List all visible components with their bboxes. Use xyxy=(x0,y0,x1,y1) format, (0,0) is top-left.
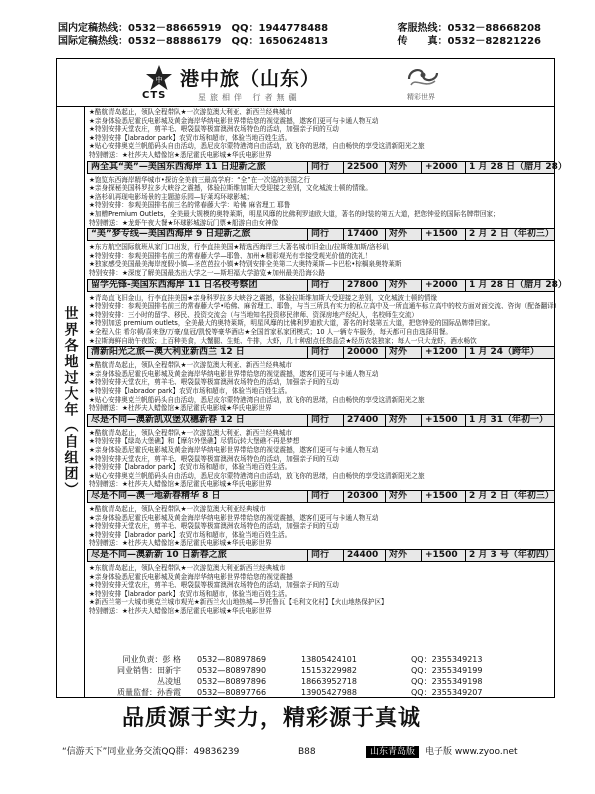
tour-feature-line: 特别赠送：★杜莎夫人蜡像馆★悉尼霍氏电影城★华氏电影世界 xyxy=(89,539,272,548)
tour-feature-line: 特别安排：★深度了解美国最杰出大学之一—斯坦福大学游览★加州最美沿海公路 xyxy=(89,269,326,277)
tour-title: 清新阳光之旅—澳大利亚新西兰 12 日 xyxy=(88,347,308,358)
tour-feature-line: ★特别安排：参观美国排名前三的常春藤大学—耶鲁、加州★精彩观光有幸接受观光价值的洗礼！ xyxy=(89,251,372,260)
contact-qq: QQ：2355349213 xyxy=(411,655,483,664)
peer-price: 20000 xyxy=(344,347,386,358)
brand-slogan: 星旅相伴 行者無疆 xyxy=(198,93,301,102)
tour-feature-line: ★酷航青岛起止，领队全程带队★一次游览澳大利亚、新西兰经典城市 xyxy=(89,108,293,116)
tour-feature-line: ★特别安排【绿岛大堡礁】和【摩尔外堡礁】尽情玩转大堡礁不再是梦想 xyxy=(89,437,300,446)
contact-mobile: 18663952718 xyxy=(301,677,357,686)
tour-header xyxy=(87,414,555,427)
tour-feature-line: ★特别安排：参观美国排名前三的常春藤大学•哈佛、麻省理工、耶鲁，与当三所具有实力的私立高中及一所直通车标立高中的校方面对面交流、咨询（配备翻译） xyxy=(89,302,561,311)
peer-label: 同行 xyxy=(308,347,344,358)
markup: +1500 xyxy=(422,415,466,426)
departure-date: 1 月 28 日（腊月 28） xyxy=(469,279,567,290)
tour-feature-line: 特别赠送：★杜莎夫人蜡像馆★悉尼霍氏电影城★华氏电影世界 xyxy=(89,404,272,413)
contact-row xyxy=(93,666,483,676)
peer-price: 27800 xyxy=(344,280,386,291)
contact-phone: 0532—80897896 xyxy=(197,677,267,686)
tour-title: 尽是不同—澳新凯双堡双穗新春 12 日 xyxy=(88,415,308,426)
hotline-bar xyxy=(58,22,541,48)
departure-date: 2 月 3 号（年初四） xyxy=(469,550,554,560)
tour-feature-line: ★新西兰第一大城市奥克兰城市观光★新西兰火山地热城—罗托鲁瓦【毛利文化村】【火山地热保护区】 xyxy=(89,598,388,607)
peer-label: 同行 xyxy=(308,229,344,240)
tour-feature-line: ★加赠Premium Outlets，全美最大规模的奥特莱斯，明星风靡的比佛利罗迪欧大道，著名的时装的第五大道，把您钟爱的国际名牌带回家； xyxy=(89,210,500,218)
peer-label: 同行 xyxy=(308,491,344,502)
tour-feature-line: ★亲身体验悉尼霍氏电影城及黄金海岸华纳电影世界带给您的视觉震撼，遨客们更可与卡通人物互动 xyxy=(89,513,379,522)
contact-mobile: 13805424101 xyxy=(301,655,357,664)
peer-label: 同行 xyxy=(308,550,344,561)
qq-group: “信游天下”同业业务交流QQ群：49836239 xyxy=(62,747,240,757)
brand-name: 港中旅（山东） xyxy=(180,68,321,90)
side-label: 世界各地过大年（自组团） xyxy=(62,306,79,498)
tour-header xyxy=(87,549,555,562)
peer-price: 27400 xyxy=(344,415,386,426)
departure-date: 1 月 24（跨年） xyxy=(469,347,540,358)
side-column xyxy=(57,107,85,697)
international-hotline: 国际定稿热线：0532－88886179 QQ：1650624813 xyxy=(58,36,329,47)
domestic-hotline: 国内定稿热线：0532－88665919 QQ：1944778488 xyxy=(58,23,329,34)
brochure-frame xyxy=(56,58,567,698)
tour-feature-line: ★饱览东西海岸精华城市•探访全美前三最高学府：“全”在一次巡的美国之行 xyxy=(89,175,311,184)
tour-feature-line: ★亲身体验悉尼霍氏电影城及黄金海岸华纳电影世界带给您的视觉震撼，遨客们更可与卡通人物互动 xyxy=(89,116,379,125)
fax-number: 传 真：0532－82821226 xyxy=(397,36,541,47)
tour-title: “美”梦专线—美国西海岸 9 日迎新之旅 xyxy=(88,229,308,240)
tour-listing xyxy=(85,107,567,697)
customer-service-hotline: 客服热线：0532－88668208 xyxy=(397,23,541,34)
contact-role: 质量监督：孙香霞 xyxy=(117,688,181,697)
cts-star-logo-icon xyxy=(145,65,173,91)
page-number: B88 xyxy=(298,747,316,757)
edition-badge: 山东青岛版 xyxy=(366,746,419,758)
contact-phone: 0532—80897869 xyxy=(197,655,267,664)
contact-phone: 0532—80897890 xyxy=(197,666,267,675)
tour-header xyxy=(87,161,567,174)
peer-price: 20300 xyxy=(344,491,386,502)
edition-site: 电子版 www.zyoo.net xyxy=(425,747,518,757)
tour-header xyxy=(87,346,555,359)
tour-feature-line: ★特别安排【labrador park】农贸市场和超市，体验当地百姓生活。 xyxy=(89,387,292,395)
contact-row xyxy=(93,688,483,698)
tour-feature-line: ★亲身探秘美国科罗拉多大峡谷之震撼，体验拉斯维加斯大受迎接之差别，文化城波士顿的情缘。 xyxy=(89,184,372,193)
external-label: 对外 xyxy=(386,491,422,502)
tour-feature-line: ★酷航青岛起止，领队全程带队★一次游览澳大利亚、新西兰经典城市 xyxy=(89,361,293,370)
tour-title: 留学先锋-美国东西海岸 11 日名校考察团 xyxy=(88,280,308,291)
tour-feature-line: ★亲身体验悉尼霍氏电影城及黄金海岸华纳电影世界带给您的视觉震撼 xyxy=(89,572,293,581)
peer-price: 22500 xyxy=(344,162,386,173)
markup: +1200 xyxy=(422,347,466,358)
markup: +1500 xyxy=(422,550,466,561)
external-label: 对外 xyxy=(386,162,422,173)
contact-role: 同业销售：田新宇 xyxy=(117,666,181,675)
departure-date: 1 月 31（年初一） xyxy=(469,414,549,425)
svg-text:中: 中 xyxy=(155,76,163,84)
tour-feature-line: ★东方航空国际航班从家门口出发，行李直挂美国★精选西海岸三大著名城市旧金山/拉斯维加斯/洛杉矶 xyxy=(89,243,389,252)
tour-feature-line: ★酷航青岛起止，领队全程带队★一次游览澳大利亚经典城市 xyxy=(89,505,266,513)
contact-qq: QQ：2355349198 xyxy=(411,677,483,686)
peer-label: 同行 xyxy=(308,415,344,426)
quality-slogan: 品质源于实力，精彩源于真诚 xyxy=(122,706,422,731)
tour-feature-line: ★亲身体验悉尼霍氏电影城及黄金海岸华纳电影世界带给您的视觉震撼，遨客们更可与卡通人物互动 xyxy=(89,369,379,378)
tour-title: 尽是不同—澳新新 10 日新春之旅 xyxy=(88,550,308,561)
departure-date: 1 月 28 日（腊月 28） xyxy=(469,161,567,172)
tour-feature-line: 特别赠送：★龙虾午夜大餐★环球影城游玩门票★船游自由女神像 xyxy=(89,218,279,227)
cts-logo-text: CTS xyxy=(142,90,167,101)
tour-feature-line: ★特别安排【labrador park】农贸市场和超市，体验当地百姓生活。 xyxy=(89,133,292,142)
tour-feature-line: ★拉斯海鲜自助午夜饭；上百种美食，大蟹腿、生蚝、牛排，大虾，几十种甜点任您品尝★经历农装独家；每人一只大龙虾，酒水畅饮 xyxy=(89,336,477,345)
tour-feature-line: ★贴心安排奥克兰帆船码头自由活动，悉尼皮尔蒙特港湾自由活动，放飞你的思绪，自由畅快的享受这清新阳光之旅 xyxy=(89,395,425,404)
tour-feature-line: ★特别安排【labrador park】农贸市场和超市，体验当地百姓生活。 xyxy=(89,463,292,472)
tour-feature-line: ★洛杉矶再现电影场景的主题游乐园—好莱坞环球影城； xyxy=(89,192,254,201)
peer-label: 同行 xyxy=(308,280,344,291)
tour-feature-line: ★特别安排【labrador park】农贸市场和超市，体验当地百姓生活。 xyxy=(89,530,292,539)
tour-feature-line: ★特别安排：三小时的留学、移民、投资交流会（与当地知名投资移民律师、资深房地产经纪人，名校师生交流） xyxy=(89,310,419,319)
page-footer xyxy=(62,746,544,758)
markup: +2000 xyxy=(422,280,466,291)
contact-phone: 0532—80897766 xyxy=(197,688,267,697)
tour-header xyxy=(87,490,555,503)
tour-feature-line: ★特别安排天堂农庄，剪羊毛、喂袋鼠等极富澳洲农场特色的活动，加强亲子间的互动 xyxy=(89,522,339,531)
contact-row xyxy=(93,677,483,687)
tour-feature-line: ★亲身体验悉尼霍氏电影城及黄金海岸华纳电影世界带给您的视觉震撼，遨客们更可与卡通人物互动 xyxy=(89,446,379,454)
tour-feature-line: 特别赠送：★杜莎夫人蜡像馆★悉尼霍氏电影城★华氏电影世界 xyxy=(89,607,272,615)
tour-feature-line: ★特别安排天堂农庄，剪羊毛、喂袋鼠等极富澳洲农场特色的活动，加强亲子间的互动 xyxy=(89,125,339,134)
external-label: 对外 xyxy=(386,280,422,291)
tour-feature-line: 特别赠送：★杜莎夫人蜡像馆★悉尼霍氏电影城★华氏电影世界 xyxy=(89,151,272,159)
partner-logo-text: 精彩世界 xyxy=(407,93,435,101)
tour-feature-line: ★特别加送 premium outlets，全美最大的奥特莱斯，明星风靡的比佛利罗迪欧大道，著名的时装第五大道，把您钟爱的国际品牌带回家。 xyxy=(89,319,495,328)
tour-feature-line: ★全程入住 希尔顿/喜来登/万豪/皇冠/凯悦等豪华酒店★全国首家私家团模式；10 人一辆专车服务，每天都可自由选择用餐。 xyxy=(89,328,452,336)
contact-mobile: 13905427988 xyxy=(301,688,357,697)
tour-feature-line: 特别赠送：★杜莎夫人蜡像馆★悉尼霍氏电影城★华氏电影世界 xyxy=(89,480,272,489)
tour-feature-line: ★独家感受美国最美海岸度假小镇—圣芭芭拉小镇★特别安排全美第二大奥特莱斯—卡巴松•棕榈泉奥特莱斯 xyxy=(89,260,402,269)
tour-feature-line: ★特别安排：参观美国排名前三名的常春藤大学：哈佛 麻省理工 耶鲁 xyxy=(89,201,291,210)
departure-date: 2 月 2 日（年初三） xyxy=(469,229,554,240)
contact-qq: QQ：2355349207 xyxy=(411,688,483,697)
tour-feature-line: ★特别安排天堂农庄，剪羊毛、喂袋鼠等极富澳洲农场特色的活动，加强亲子间的互动 xyxy=(89,378,339,387)
external-label: 对外 xyxy=(386,229,422,240)
tour-feature-line: ★贴心安排奥克兰帆船码头自由活动，悉尼皮尔蒙特港湾自由活动，放飞你的思绪，自由畅快的享受这清新阳光之旅 xyxy=(89,142,425,151)
peer-price: 24400 xyxy=(344,550,386,561)
peer-price: 17400 xyxy=(344,229,386,240)
tour-title: 两全其“美”—美国东西海岸 11 日迎新之旅 xyxy=(88,162,308,173)
markup: +2000 xyxy=(422,162,466,173)
logo-banner xyxy=(57,59,554,107)
tour-feature-line: ★酷航青岛起止，领队全程带队★一次游览澳大利亚、新西兰经典城市 xyxy=(89,428,293,437)
peer-label: 同行 xyxy=(308,162,344,173)
partner-logo-icon xyxy=(405,65,441,91)
tour-feature-line: ★东航青岛起止，领队全程带队★一次游览澳大利亚新西兰经典城市 xyxy=(89,564,286,572)
contact-mobile: 15153229982 xyxy=(301,666,357,675)
contact-row xyxy=(93,655,483,665)
markup: +1500 xyxy=(422,491,466,502)
external-label: 对外 xyxy=(386,415,422,426)
tour-feature-line: ★青岛直飞旧金山，行李直挂美国★亲身科罗拉多大峡谷之震撼，体验拉斯维加斯大受迎接之差别，文化城波士顿的情缘 xyxy=(89,293,438,302)
tour-title: 尽是不同—澳一地新春精华 8 日 xyxy=(88,491,308,502)
tour-feature-line: ★特别安排天堂农庄，剪羊毛、喂袋鼠等极富澳洲农场特色的活动，加强亲子间的互动 xyxy=(89,581,339,590)
markup: +1500 xyxy=(422,229,466,240)
tour-header xyxy=(87,228,555,241)
contact-role: 同业负责：彭 格 xyxy=(122,655,181,664)
contact-role: 丛凌旭 xyxy=(157,677,181,686)
departure-date: 2 月 2 日（年初三） xyxy=(469,491,554,501)
contact-qq: QQ：2355349199 xyxy=(411,666,483,675)
tour-feature-line: ★特别安排【labrador park】农贸市场和超市，体验当地百姓生活。 xyxy=(89,589,292,598)
tour-feature-line: ★贴心安排奥克兰帆船码头自由活动，悉尼皮尔蒙特港湾自由活动，放飞你的思绪，自由畅快的享受这清新阳光之旅 xyxy=(89,471,425,480)
external-label: 对外 xyxy=(386,550,422,561)
tour-feature-line: ★特别安排天堂农庄，剪羊毛、喂袋鼠等极富澳洲农场特色的活动，加强亲子间的互动 xyxy=(89,454,339,463)
external-label: 对外 xyxy=(386,347,422,358)
tour-header xyxy=(87,279,567,292)
